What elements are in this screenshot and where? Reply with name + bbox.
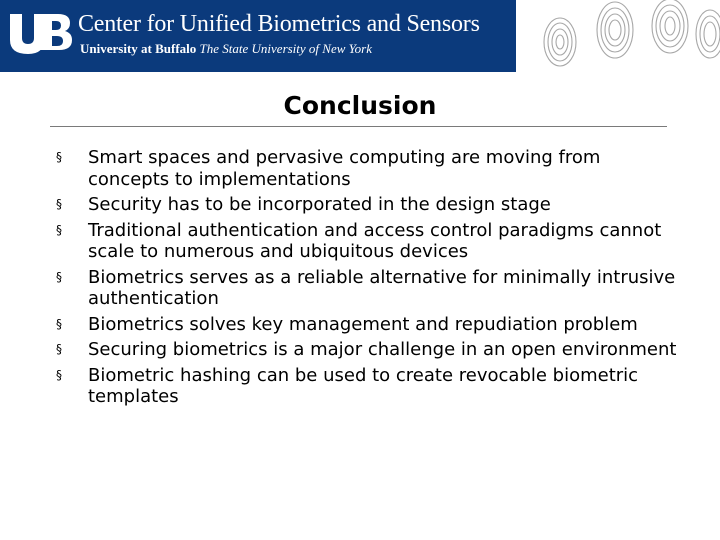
ub-logo-icon <box>8 12 72 56</box>
bullet-item <box>56 147 686 190</box>
university-subtitle: The State University of New York <box>199 41 373 56</box>
bullet-item <box>56 339 686 361</box>
bullet-item <box>56 365 686 408</box>
bullet-text: Smart spaces and pervasive computing are moving from concepts to implementations <box>88 147 601 190</box>
university-line <box>80 41 372 57</box>
banner-background <box>0 0 516 72</box>
bullet-marker-icon: § <box>56 197 62 211</box>
bullet-marker-icon: § <box>56 316 62 331</box>
bullet-text: Securing biometrics is a major challenge in an open environment <box>88 339 677 360</box>
bullet-marker-icon: § <box>56 222 62 237</box>
bullet-list <box>56 147 686 412</box>
bullet-text: Security has to be incorporated in the design stage <box>88 194 551 215</box>
bullet-marker-icon: § <box>56 269 62 284</box>
bullet-marker-icon: § <box>56 342 62 356</box>
bullet-item <box>56 314 686 336</box>
title-divider <box>50 126 667 127</box>
bullet-text: Biometric hashing can be used to create revocable biometric templates <box>88 364 639 407</box>
bullet-item <box>56 194 686 216</box>
header-banner <box>0 0 720 72</box>
bullet-marker-icon: § <box>56 150 62 164</box>
slide-title: Conclusion <box>283 91 437 120</box>
bullet-marker-icon: § <box>56 367 62 382</box>
university-name: University at Buffalo <box>80 41 197 56</box>
bullet-item <box>56 220 686 263</box>
center-name: Center for Unified Biometrics and Sensors <box>78 11 480 37</box>
bullet-text: Biometrics serves as a reliable alternative for minimally intrusive authentication <box>88 266 676 309</box>
bullet-text: Traditional authentication and access control paradigms cannot scale to numerous and ubiquitous devices <box>88 219 662 262</box>
bullet-text: Biometrics solves key management and repudiation problem <box>88 313 638 335</box>
bullet-item <box>56 267 686 310</box>
fingerprint-decoration <box>520 0 720 72</box>
